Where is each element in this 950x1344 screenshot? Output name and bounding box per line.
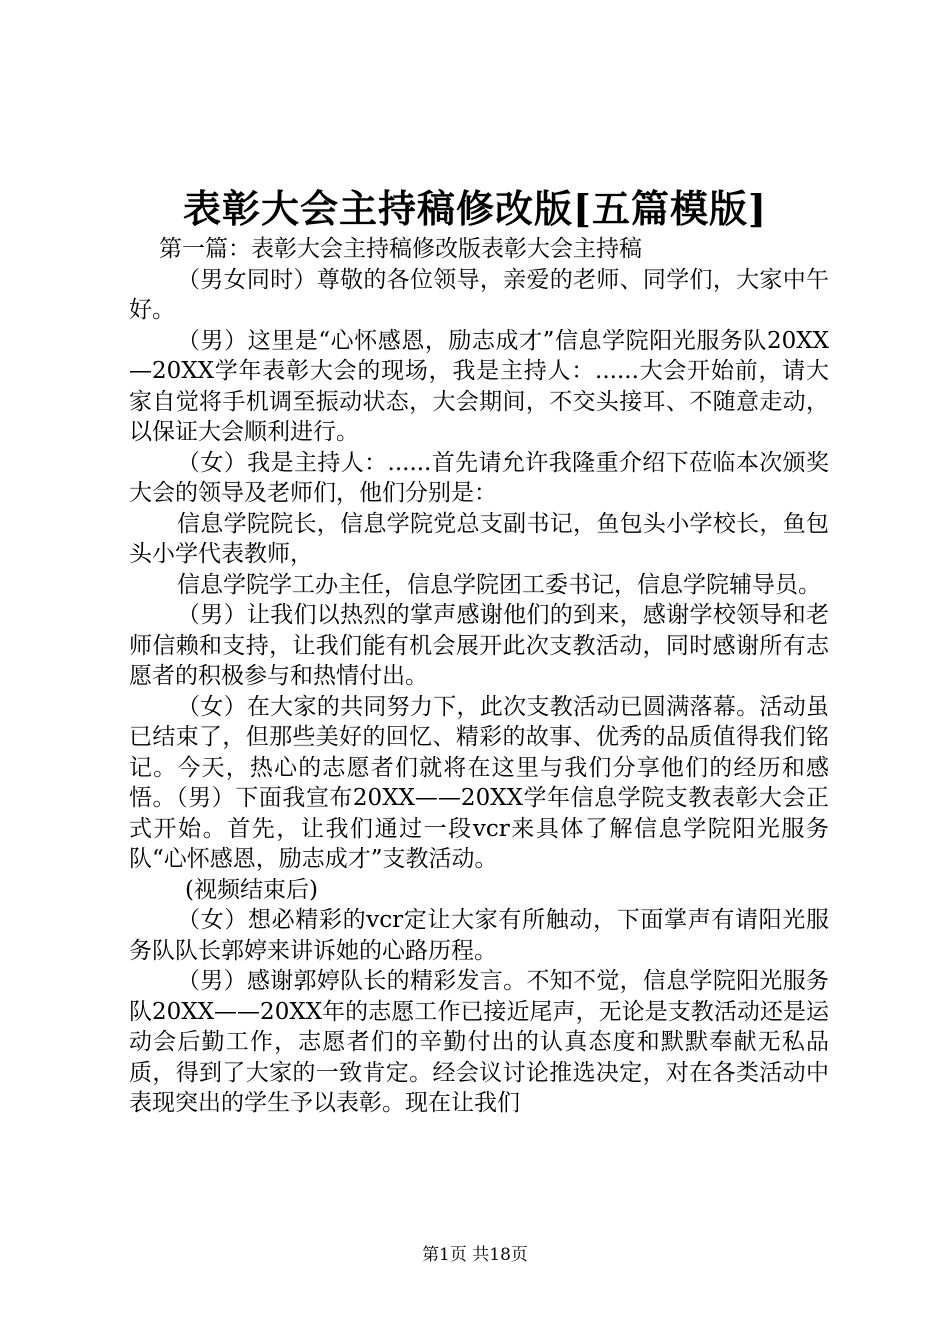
body-paragraph: (视频结束后) [185,876,318,903]
document-body [129,234,829,1119]
body-paragraph: （女）我是主持人：......首先请允许我隆重介绍下莅临本次颁奖大会的领导及老师们，他们分别是： [129,449,829,506]
page-number-footer: 第1页 共18页 [422,1245,528,1265]
subtitle-paragraph: 第一篇：表彰大会主持稿修改版表彰大会主持稿 [159,236,642,262]
body-paragraph: （女）在大家的共同努力下，此次支教活动已圆满落幕。活动虽已结束了，但那些美好的回忆、精彩的故事、优秀的品质值得我们铭记。今天，热心的志愿者们就将在这里与我们分享他们的经历和感悟。（男）下面我宣布20XX——20XX学年信息学院支教表彰大会正式开始。首先，让我们通过一段vcr来具体了解信息学院阳光服务队“心怀感恩，励志成才”支教活动。 [129,693,829,872]
body-paragraph: （男）让我们以热烈的掌声感谢他们的到来，感谢学校领导和老师信赖和支持，让我们能有机会展开此次支教活动，同时感谢所有志愿者的积极参与和热情付出。 [129,602,829,689]
body-paragraph: （男）感谢郭婷队长的精彩发言。不知不觉，信息学院阳光服务队20XX——20XX年的志愿工作已接近尾声，无论是支教活动还是运动会后勤工作，志愿者们的辛勤付出的认真态度和默默奉献无私品质，得到了大家的一致肯定。经会议讨论推选决定，对在各类活动中表现突出的学生予以表彰。现在让我们 [129,968,829,1116]
body-paragraph: （男）这里是“心怀感恩，励志成才”信息学院阳光服务队20XX—20XX学年表彰大会的现场，我是主持人：......大会开始前，请大家自觉将手机调至振动状态，大会期间，不交头接耳、不随意走动，以保证大会顺利进行。 [129,327,829,445]
document-title: 表彰大会主持稿修改版[五篇模版] [183,186,767,231]
body-paragraph: （男女同时）尊敬的各位领导，亲爱的老师、同学们，大家中午好。 [129,266,829,323]
body-paragraph: 信息学院学工办主任，信息学院团工委书记，信息学院辅导员。 [177,571,821,598]
body-paragraph: 信息学院院长，信息学院党总支副书记，鱼包头小学校长，鱼包头小学代表教师， [129,510,829,567]
body-paragraph: （女）想必精彩的vcr定让大家有所触动，下面掌声有请阳光服务队队长郭婷来讲诉她的心路历程。 [129,907,829,964]
